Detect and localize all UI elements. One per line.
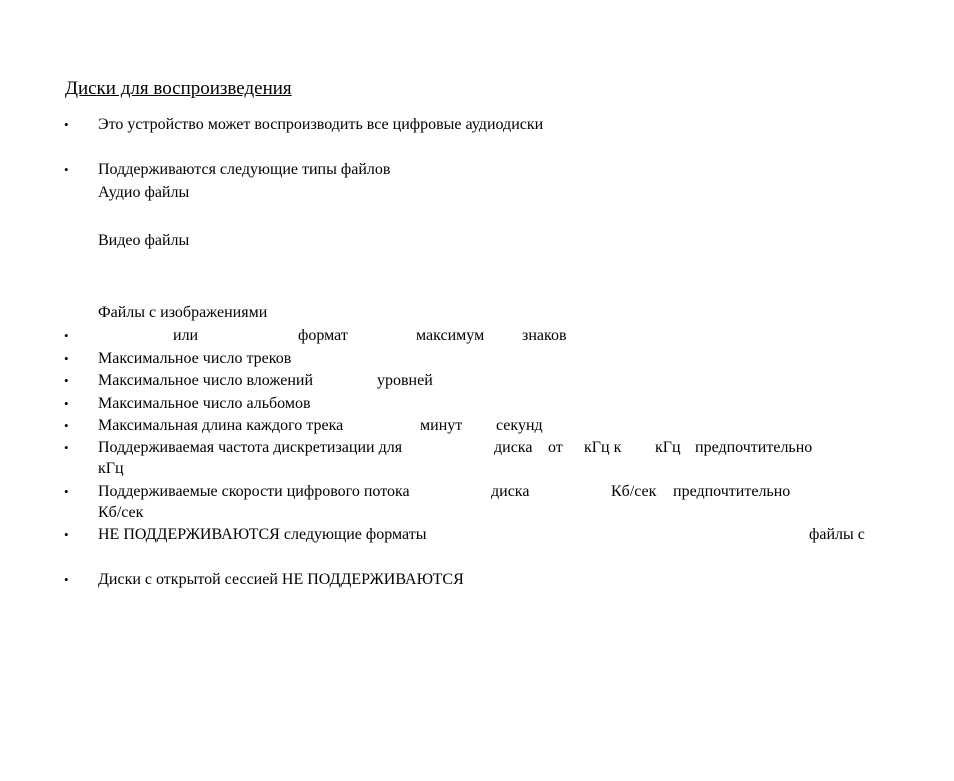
item-bitrate: Поддерживаемые скорости цифрового потока [98,483,410,500]
bullet-marker: • [64,484,69,499]
item-bitrate-preferably: предпочтительно [673,483,791,500]
item-max-nesting-levels: уровней [377,372,433,389]
item-sample-rate-khz: кГц [655,439,681,456]
item-sample-rate-preferably: предпочтительно [695,439,813,456]
item-sample-rate-khz-to: кГц к [584,439,622,456]
video-files-label: Видео файлы [98,232,190,249]
item-sample-rate-disc: диска [494,439,533,456]
item-sample-rate: Поддерживаемая частота дискретизации для [98,439,403,456]
section-heading: Диски для воспроизведения [65,78,292,99]
item-format-chars: знаков [522,327,567,344]
item-unsupported-formats: НЕ ПОДДЕРЖИВАЮТСЯ следующие форматы [98,526,427,543]
item-max-track-length: Максимальная длина каждого трека [98,417,344,434]
item-bitrate-kbps: Кб/сек [611,483,657,500]
item-open-session: Диски с открытой сессией НЕ ПОДДЕРЖИВАЮТСЯ [98,571,464,588]
item-bitrate-disc: диска [491,483,530,500]
item-bitrate-kbps-wrap: Кб/сек [98,504,144,521]
item-format-maximum: максимум [416,327,485,344]
bullet-marker: • [64,527,69,542]
bullet-marker: • [64,162,69,177]
item-max-albums: Максимальное число альбомов [98,395,311,412]
item-format-format: формат [298,327,348,344]
item-max-tracks: Максимальное число треков [98,350,292,367]
bullet-marker: • [64,328,69,343]
item-playable-discs: Это устройство может воспроизводить все цифровые аудиодиски [98,116,544,133]
bullet-marker: • [64,373,69,388]
item-track-minutes: минут [420,417,463,434]
bullet-marker: • [64,117,69,132]
item-supported-file-types: Поддерживаются следующие типы файлов [98,161,391,178]
item-track-seconds: секунд [496,417,543,434]
bullet-marker: • [64,396,69,411]
item-unsupported-files-with: файлы с [809,526,865,543]
item-max-nesting: Максимальное число вложений [98,372,314,389]
audio-files-label: Аудио файлы [98,184,190,201]
image-files-label: Файлы с изображениями [98,304,268,321]
bullet-marker: • [64,572,69,587]
bullet-marker: • [64,351,69,366]
bullet-marker: • [64,440,69,455]
item-sample-rate-from: от [548,439,563,456]
item-sample-rate-khz-wrap: кГц [98,460,124,477]
bullet-marker: • [64,418,69,433]
item-format-or: или [173,327,199,344]
